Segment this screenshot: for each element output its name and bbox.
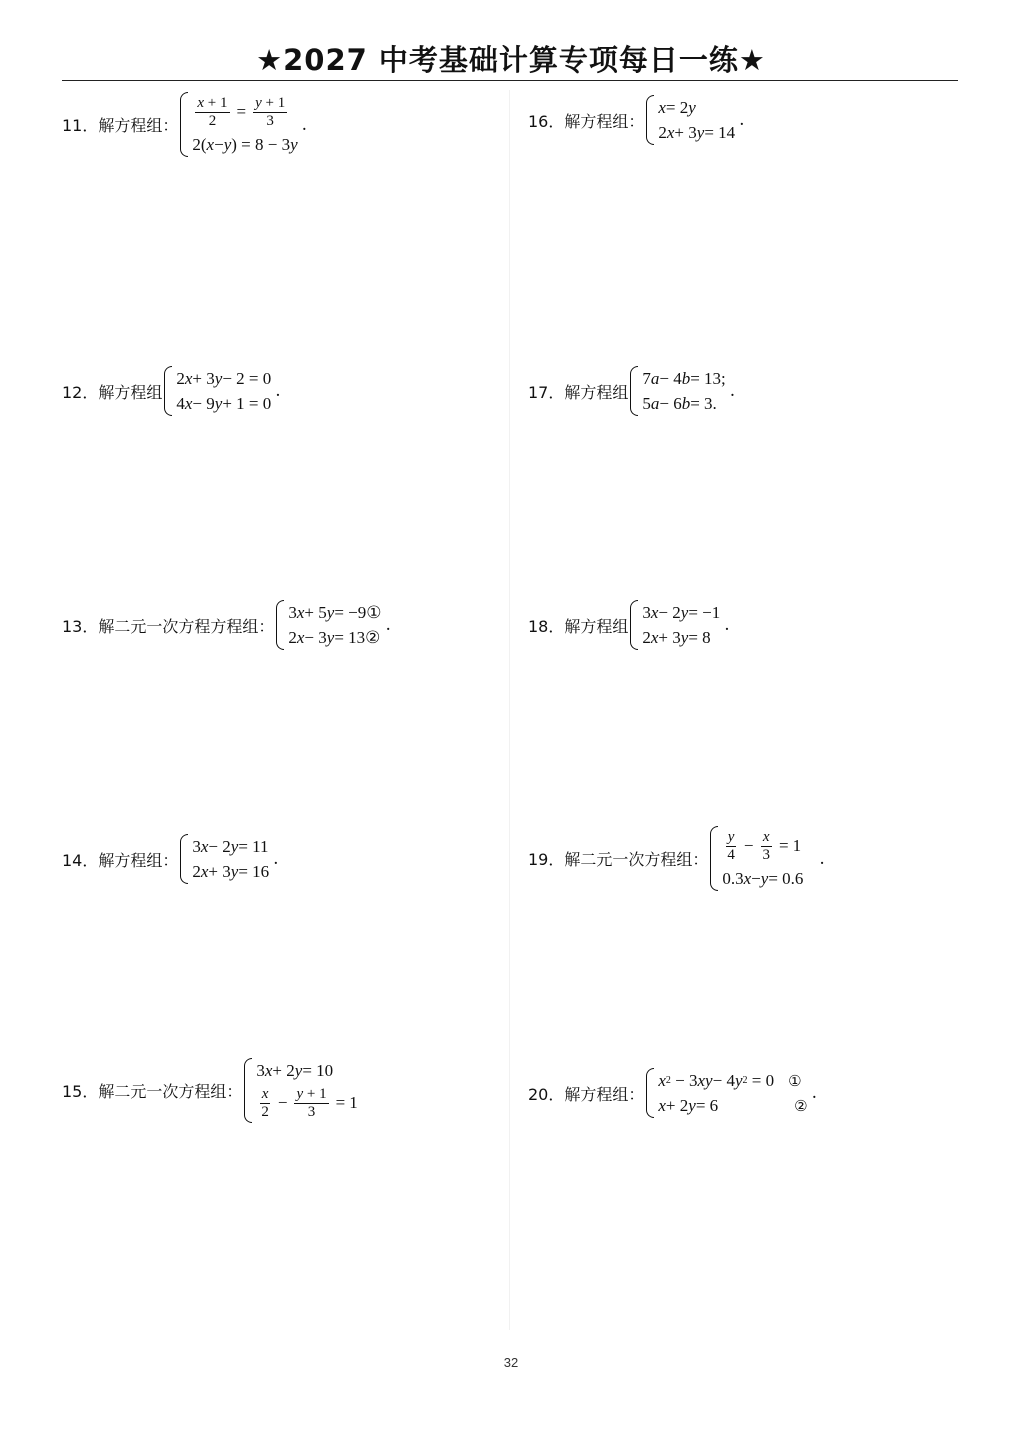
equation-line: x + 2 y = 6 ②	[658, 1095, 808, 1115]
equation-line: 7 a − 4 b = 13;	[642, 368, 726, 388]
left-brace	[630, 600, 638, 650]
equation-system	[646, 95, 735, 145]
problem-12	[62, 366, 281, 416]
problem-label: 16．解方程组：	[528, 111, 645, 131]
equation-line: 5 a − 6 b = 3.	[642, 393, 717, 413]
problem-11	[62, 92, 307, 157]
problem-label: 15．解二元一次方程组：	[62, 1082, 243, 1101]
equation-system	[164, 366, 271, 416]
period-mark: .	[385, 615, 391, 635]
period-mark: .	[729, 381, 736, 401]
problem-13	[62, 600, 391, 650]
problem-18	[528, 600, 730, 650]
equation-system	[180, 834, 269, 884]
problem-label: 18．解方程组	[528, 616, 629, 636]
problem-15	[62, 1058, 358, 1123]
equation-line: 2 x − 3 y = 13②	[288, 627, 381, 647]
period-mark: .	[301, 114, 308, 135]
left-brace	[164, 366, 172, 416]
equation-line: 2 x + 3 y − 2 = 0	[176, 368, 272, 388]
problem-label: 12．解方程组	[62, 382, 163, 402]
equation-line: 2 x + 3 y = 16	[192, 861, 270, 881]
equation-line: 2( x − y ) = 8 − 3 y	[192, 134, 298, 154]
problem-19	[528, 826, 825, 891]
left-brace	[630, 366, 638, 416]
period-mark: .	[273, 849, 279, 869]
problem-label: 13．解二元一次方程方程组：	[62, 616, 275, 636]
equation-lines	[256, 1058, 357, 1123]
page-title: ★2027 中考基础计算专项每日一练★	[256, 43, 766, 77]
equation-system	[710, 826, 803, 891]
left-brace	[180, 834, 188, 884]
left-brace	[710, 826, 718, 891]
equation-lines	[192, 834, 269, 884]
left-brace	[646, 95, 654, 145]
equation-system	[244, 1058, 357, 1123]
left-brace	[276, 600, 284, 650]
problem-label: 17．解方程组	[528, 382, 629, 402]
equation-line: $\frac{x + 1}{2}$ = $\frac{y + 1}{3}$	[197, 94, 286, 129]
left-brace	[646, 1068, 654, 1118]
page-number: 32	[503, 1355, 519, 1370]
equation-line: $\frac{y}{4}$ − $\frac{x}{3}$ = 1	[727, 828, 802, 863]
problem-16	[528, 95, 745, 145]
equation-line: x 2 − 3 xy − 4 y 2 = 0 ①	[658, 1070, 802, 1090]
equation-line: 3 x + 5 y = −9①	[288, 602, 382, 622]
left-brace	[244, 1058, 252, 1123]
problem-17	[528, 366, 735, 416]
equation-lines	[176, 366, 271, 416]
equation-system	[646, 1068, 807, 1118]
equation-system	[630, 600, 720, 650]
period-mark: .	[724, 615, 730, 635]
problem-label: 19．解二元一次方程组：	[528, 850, 709, 869]
equation-lines	[642, 600, 720, 650]
equation-line: 2 x + 3 y = 14	[658, 122, 736, 142]
title-underline	[62, 80, 958, 81]
equation-lines	[642, 366, 725, 416]
problem-label: 14．解方程组：	[62, 850, 179, 870]
equation-line: 2 x + 3 y = 8	[642, 627, 711, 647]
equation-lines	[658, 95, 735, 145]
period-mark: .	[819, 848, 825, 869]
equation-line: 3 x − 2 y = 11	[192, 836, 269, 856]
equation-lines	[192, 92, 297, 157]
period-mark: .	[739, 110, 745, 130]
equation-lines	[658, 1068, 807, 1118]
left-brace	[180, 92, 188, 157]
equation-line: x = 2 y	[658, 97, 696, 117]
equation-system	[180, 92, 297, 157]
problem-label: 20．解方程组：	[528, 1084, 645, 1104]
equation-system	[630, 366, 725, 416]
equation-line: 3 x − 2 y = −1	[642, 602, 721, 622]
period-mark: .	[275, 381, 281, 401]
equation-line: 0.3 x − y = 0.6	[722, 868, 804, 888]
equation-system	[276, 600, 381, 650]
problem-14	[62, 834, 279, 884]
equation-line: 4 x − 9 y + 1 = 0	[176, 393, 272, 413]
equation-lines	[288, 600, 381, 650]
period-mark: .	[811, 1083, 818, 1103]
problem-label: 11．解方程组：	[62, 116, 179, 135]
problem-20	[528, 1068, 817, 1118]
equation-lines	[722, 826, 803, 891]
equation-line: 3 x + 2 y = 10	[256, 1060, 334, 1080]
equation-line: $\frac{x}{2}$ − $\frac{y + 1}{3}$ = 1	[261, 1085, 358, 1120]
column-divider	[509, 90, 510, 1330]
